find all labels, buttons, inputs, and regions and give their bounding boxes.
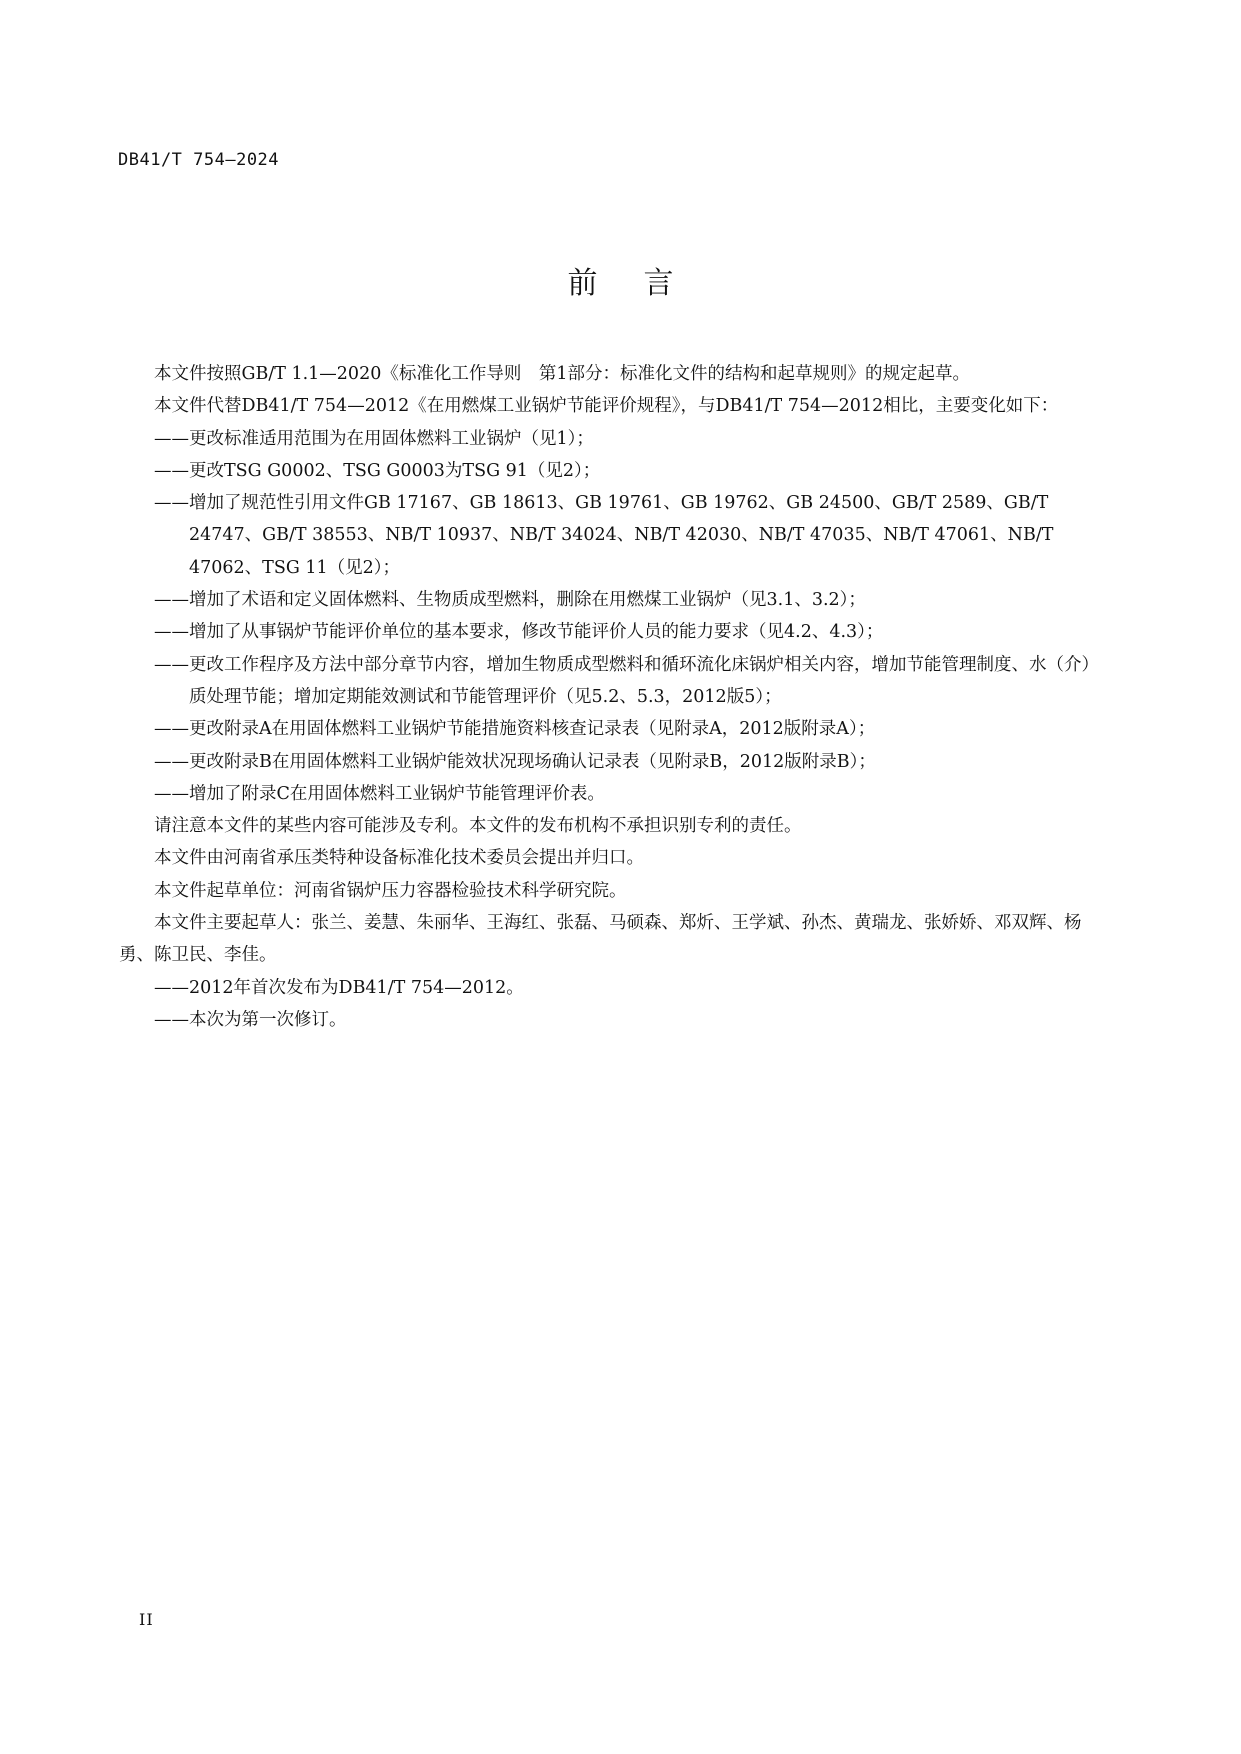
change-item: ——增加了附录C在用固体燃料工业锅炉节能管理评价表。	[154, 783, 605, 804]
history-item: ——本次为第一次修订。	[154, 1009, 347, 1030]
drafting-organization: 本文件起草单位：河南省锅炉压力容器检验技术科学研究院。	[154, 880, 627, 901]
paragraph-replacement: 本文件代替DB41/T 754—2012《在用燃煤工业锅炉节能评价规程》，与DB41/T 754—2012相比，主要变化如下：	[154, 396, 1059, 417]
change-item: ——更改附录A在用固体燃料工业锅炉节能措施资料核查记录表（见附录A，2012版附录A）；	[154, 719, 876, 740]
change-item: ——增加了规范性引用文件GB 17167、GB 18613、GB 19761、GB 19762、GB 24500、GB/T 2589、GB/T 24747、GB/T 38553、NB/T 10937、NB/T 34024、NB/T 42030、NB/T 47035、NB/T 47061、NB/T 47062、TSG 11（见2）；	[154, 493, 1054, 578]
change-item: ——更改标准适用范围为在用固体燃料工业锅炉（见1）；	[154, 428, 594, 449]
change-item: ——增加了术语和定义固体燃料、生物质成型燃料，删除在用燃煤工业锅炉（见3.1、3.2）；	[154, 590, 866, 611]
foreword-body	[119, 358, 1095, 1036]
page-title: 前言	[567, 266, 720, 301]
change-item: ——更改TSG G0002、TSG G0003为TSG 91（见2）；	[154, 460, 601, 481]
change-item: ——增加了从事锅炉节能评价单位的基本要求，修改节能评价人员的能力要求（见4.2、4.3）；	[154, 622, 884, 643]
change-item: ——更改附录B在用固体燃料工业锅炉能效状况现场确认记录表（见附录B，2012版附录B）；	[154, 751, 876, 772]
history-item: ——2012年首次发布为DB41/T 754—2012。	[154, 977, 524, 998]
page-number: II	[139, 1610, 154, 1629]
change-item: ——更改工作程序及方法中部分章节内容，增加生物质成型燃料和循环流化床锅炉相关内容，增加节能管理制度、水（介）质处理节能；增加定期能效测试和节能管理评价（见5.2、5.3，2012版5）；	[154, 654, 1091, 707]
document-code: DB41/T 754—2024	[118, 150, 280, 170]
patent-notice: 请注意本文件的某些内容可能涉及专利。本文件的发布机构不承担识别专利的责任。	[154, 816, 802, 837]
proposing-committee: 本文件由河南省承压类特种设备标准化技术委员会提出并归口。	[154, 848, 644, 869]
drafters-list: 本文件主要起草人：张兰、姜慧、朱丽华、王海红、张磊、马硕森、郑炘、王学斌、孙杰、黄瑞龙、张娇娇、邓双辉、杨勇、陈卫民、李佳。	[119, 913, 1082, 966]
paragraph-drafting-basis: 本文件按照GB/T 1.1—2020《标准化工作导则 第1部分：标准化文件的结构和起草规则》的规定起草。	[154, 364, 970, 384]
